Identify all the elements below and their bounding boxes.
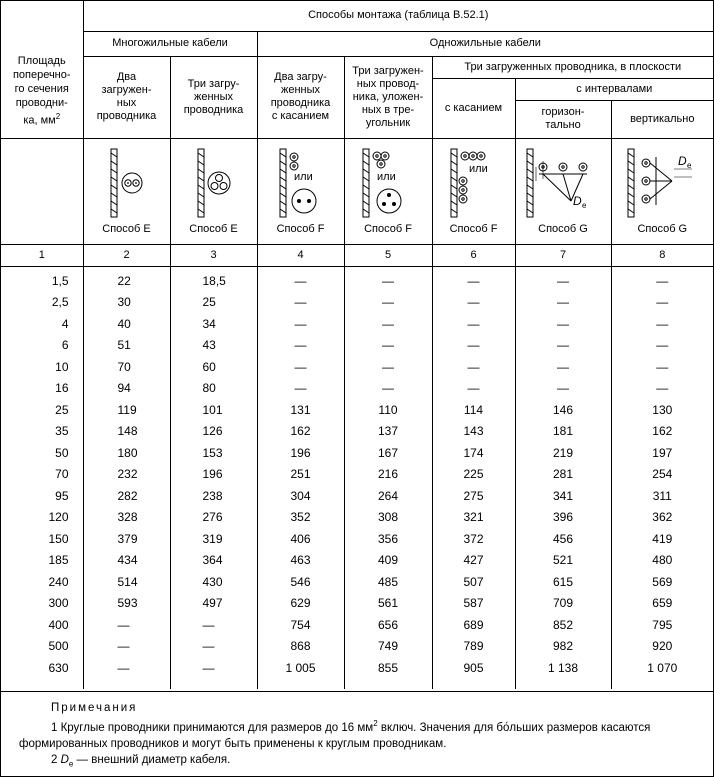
table-cell: 356 <box>377 531 399 546</box>
table-cell: 430 <box>202 574 223 589</box>
table-cell: — <box>294 359 307 374</box>
table-cell: 25 <box>202 295 216 309</box>
table-cell: 197 <box>652 445 673 460</box>
table-cell: — <box>557 381 569 395</box>
table-cell: 656 <box>377 617 399 632</box>
table-cell: 434 <box>117 553 138 567</box>
method-label: Способ F <box>276 222 325 235</box>
table-cell: 10 <box>55 359 69 374</box>
table-cell: 1 138 <box>547 660 579 675</box>
method-label: Способ G <box>538 222 588 235</box>
svg-text:e: e <box>687 160 692 170</box>
table-cell: 120 <box>48 510 69 524</box>
table-cell: — <box>382 359 394 374</box>
table-cell: 1 070 <box>647 660 678 675</box>
table-cell: — <box>294 295 307 309</box>
method-e-three-cell <box>170 138 257 244</box>
table-cell: 328 <box>117 510 138 524</box>
table-cell: 379 <box>117 531 138 546</box>
table-cell: — <box>467 273 480 288</box>
table-cell: 427 <box>463 553 484 567</box>
table-cell: 40 <box>117 316 131 331</box>
table-cell: 101 <box>202 402 223 417</box>
single-core-cables-header: Одножильные кабели <box>257 31 713 56</box>
table-cell: 216 <box>377 467 399 481</box>
table-cell: — <box>202 639 215 653</box>
table-cell: 276 <box>202 510 223 524</box>
table-cell: 689 <box>463 617 484 632</box>
de-label: D <box>678 153 687 168</box>
col-number: 7 <box>515 244 611 266</box>
table-cell: 281 <box>552 467 574 481</box>
table-cell: — <box>467 381 480 395</box>
table-cell: 282 <box>117 488 138 503</box>
table-cell: 30 <box>117 295 131 309</box>
table-cell: 507 <box>463 574 484 589</box>
table-cell: — <box>294 273 307 288</box>
table-cell: 70 <box>55 467 69 481</box>
table-cell: 500 <box>48 639 69 653</box>
table-cell: 852 <box>552 617 574 632</box>
table-cell: 855 <box>377 660 399 675</box>
ampacity-table <box>1 1 713 689</box>
table-cell: 25 <box>55 402 69 417</box>
table-cell: 593 <box>117 596 138 610</box>
table-cell: 1,5 <box>51 273 69 288</box>
table-cell: 251 <box>290 467 311 481</box>
note-1: 1 Круглые проводники принимаются для размеров до 16 $мм^2$ включ. Значения для бо́льших размеров касаются формированных проводников и могут быть применены к круглым проводникам. <box>19 719 651 750</box>
table-cell: 148 <box>117 424 138 438</box>
table-cell: 275 <box>463 488 484 503</box>
table-cell: 789 <box>463 639 484 653</box>
table-cell: 185 <box>48 553 69 567</box>
multicore-cables-header: Многожильные кабели <box>83 31 257 56</box>
table-cell: 569 <box>652 574 673 589</box>
table-cell: 514 <box>117 574 138 589</box>
table-cell: — <box>294 316 307 331</box>
table-cell: 2,5 <box>51 295 69 309</box>
table-cell: — <box>467 295 480 309</box>
col5-values <box>345 271 432 680</box>
method-label: Способ F <box>364 222 412 235</box>
note-2: 2 $D_e$ — внешний диаметр кабеля. <box>51 753 231 769</box>
table-cell: 905 <box>463 660 484 675</box>
table-cell: — <box>294 338 307 352</box>
table-cell: 146 <box>552 402 574 417</box>
table-cell: 196 <box>202 467 223 481</box>
table-cell: 629 <box>290 596 311 610</box>
table-cell: 126 <box>202 424 223 438</box>
table-cell: 406 <box>290 531 311 546</box>
table-cell: 238 <box>202 488 223 503</box>
table-cell: — <box>557 338 569 352</box>
table-cell: 167 <box>377 445 399 460</box>
installation-methods-header: Способы монтажа (таблица В.52.1) <box>83 1 713 31</box>
table-cell: 4 <box>61 316 69 331</box>
table-cell: 264 <box>377 488 399 503</box>
table-cell: — <box>382 338 394 352</box>
method-f-trefoil-cell <box>344 138 432 244</box>
table-cell: 51 <box>117 338 131 352</box>
svg-text:e: e <box>582 200 587 210</box>
method-f-flat-cell <box>432 138 515 244</box>
table-cell: 131 <box>290 402 311 417</box>
table-cell: — <box>382 295 394 309</box>
col-number: 8 <box>611 244 713 266</box>
table-cell: 409 <box>377 553 399 567</box>
table-cell: 419 <box>652 531 673 546</box>
two-core-cable-icon <box>97 147 157 219</box>
table-cell: — <box>467 338 480 352</box>
notes-block <box>1 691 713 777</box>
empty-pic-cell <box>1 138 83 244</box>
table-cell: — <box>557 273 569 288</box>
table-cell: 630 <box>48 660 69 675</box>
table-cell: 920 <box>652 639 673 653</box>
table-cell: 709 <box>552 596 574 610</box>
col4-header: Два загру- женных проводника с касанием <box>257 56 344 138</box>
table-cell: 982 <box>552 639 574 653</box>
table-cell: 181 <box>552 424 574 438</box>
table-cell: 400 <box>48 617 69 632</box>
table-cell: 615 <box>552 574 574 589</box>
table-cell: 174 <box>463 445 484 460</box>
table-cell: 6 <box>61 338 69 352</box>
table-cell: 70 <box>117 359 131 374</box>
table-cell: — <box>202 617 215 632</box>
table-cell: 18,5 <box>202 273 226 288</box>
table-cell: 795 <box>652 617 673 632</box>
method-e-two-cell <box>83 138 170 244</box>
table-cell: 497 <box>202 596 223 610</box>
col5-header: Три загружен- ных провод- ника, уложен- ных в тре- угольник <box>344 56 432 138</box>
table-cell: 659 <box>652 596 673 610</box>
method-label: Способ E <box>102 222 151 235</box>
method-label: Способ E <box>189 222 238 235</box>
table-cell: — <box>557 316 569 331</box>
table-cell: — <box>656 295 669 309</box>
table-cell: — <box>117 617 130 632</box>
flat-touching-cores-icon <box>439 147 509 219</box>
table-cell: 114 <box>463 402 484 417</box>
col-number: 2 <box>83 244 170 266</box>
table-cell: — <box>382 273 394 288</box>
col4-values <box>258 271 344 680</box>
table-cell: — <box>656 273 669 288</box>
table-cell: 137 <box>377 424 399 438</box>
col-number: 5 <box>344 244 432 266</box>
two-single-cores-icon <box>266 147 336 219</box>
col2-header: Два загружен- ных проводника <box>83 56 170 138</box>
row-header-cell: Площадь поперечно- го сечения проводни- ка, $мм^2$ <box>1 1 83 138</box>
table-cell: 60 <box>202 359 216 374</box>
table-cell: — <box>557 295 569 309</box>
spaced-horizontal-cores-icon <box>523 147 603 219</box>
or-label: или <box>377 170 396 183</box>
three-flat-header: Три загруженных проводника, в плоскости <box>432 56 713 78</box>
table-cell: 162 <box>652 424 673 438</box>
table-cell: — <box>117 639 130 653</box>
table-cell: 754 <box>290 617 311 632</box>
table-cell: — <box>202 660 215 675</box>
data-body <box>1 266 713 689</box>
table-cell: 110 <box>378 402 398 417</box>
three-core-cable-icon <box>184 147 244 219</box>
table-cell: 480 <box>652 553 673 567</box>
table-cell: — <box>117 660 130 675</box>
col8-values <box>612 271 714 680</box>
table-cell: 521 <box>552 553 574 567</box>
table-cell: 254 <box>652 467 673 481</box>
or-label: или <box>468 162 488 175</box>
table-cell: 240 <box>48 574 69 589</box>
col-number: 1 <box>1 244 83 266</box>
table-cell: 362 <box>652 510 673 524</box>
col7-header: горизон- тально <box>515 100 611 138</box>
with-intervals-header: с интервалами <box>515 78 713 100</box>
method-g-horizontal-cell <box>515 138 611 244</box>
table-cell: — <box>294 381 307 395</box>
or-label: или <box>293 170 313 183</box>
table-cell: 868 <box>290 639 311 653</box>
table-cell: 130 <box>652 402 673 417</box>
table-cell: 180 <box>117 445 138 460</box>
table-cell: 232 <box>117 467 138 481</box>
table-cell: 311 <box>652 488 672 503</box>
table-cell: 341 <box>552 488 574 503</box>
table-cell: — <box>382 316 394 331</box>
table-cell: 304 <box>290 488 311 503</box>
col-number: 3 <box>170 244 257 266</box>
col2-values <box>84 271 170 680</box>
table-cell: 321 <box>463 510 484 524</box>
de-label: D <box>573 193 582 208</box>
table-cell: 94 <box>117 381 131 395</box>
table-cell: — <box>656 316 669 331</box>
col3-values <box>171 271 257 680</box>
table-cell: 587 <box>463 596 484 610</box>
table-cell: 308 <box>377 510 399 524</box>
trefoil-cores-icon <box>353 147 423 219</box>
method-label: Способ G <box>637 222 688 235</box>
table-cell: 372 <box>463 531 484 546</box>
table-cell: — <box>656 359 669 374</box>
table-cell: 143 <box>463 424 484 438</box>
col6-header: с касанием <box>432 78 515 138</box>
col8-header: вертикально <box>611 100 713 138</box>
col-number: 6 <box>432 244 515 266</box>
cross-section-column <box>1 271 83 680</box>
col7-values <box>516 271 611 680</box>
table-cell: 1 005 <box>285 660 316 675</box>
table-cell: 456 <box>552 531 574 546</box>
table-cell: — <box>382 381 394 395</box>
table-cell: — <box>467 316 480 331</box>
method-label: Способ F <box>449 222 498 235</box>
table-cell: — <box>467 359 480 374</box>
col-number: 4 <box>257 244 344 266</box>
table-cell: 749 <box>377 639 399 653</box>
table-cell: 196 <box>290 445 311 460</box>
table-cell: 80 <box>202 381 216 395</box>
spaced-vertical-cores-icon <box>622 147 702 219</box>
table-cell: 219 <box>552 445 574 460</box>
method-g-vertical-cell <box>611 138 713 244</box>
notes-title: Примечания <box>51 702 138 714</box>
table-cell: 22 <box>117 273 131 288</box>
table-cell: — <box>557 359 569 374</box>
table-cell: 546 <box>290 574 311 589</box>
method-f-two-cell <box>257 138 344 244</box>
col6-values <box>433 271 515 680</box>
table-cell: 300 <box>48 596 69 610</box>
table-cell: — <box>656 381 669 395</box>
table-cell: 319 <box>202 531 223 546</box>
table-cell: 485 <box>377 574 399 589</box>
table-cell: — <box>656 338 669 352</box>
table-cell: 364 <box>202 553 223 567</box>
table-cell: 150 <box>48 531 69 546</box>
table-cell: 34 <box>202 316 216 331</box>
table-cell: 153 <box>202 445 223 460</box>
table-cell: 225 <box>463 467 484 481</box>
table-cell: 16 <box>55 381 69 395</box>
column-numbers-row <box>1 244 713 266</box>
table-cell: 119 <box>117 402 137 417</box>
table-cell: 35 <box>55 424 69 438</box>
table-cell: 95 <box>55 488 69 503</box>
table-cell: 396 <box>552 510 574 524</box>
table-cell: 352 <box>290 510 311 524</box>
table-cell: 43 <box>202 338 216 352</box>
table-cell: 561 <box>377 596 399 610</box>
col3-header: Три загру- женных проводника <box>170 56 257 138</box>
table-cell: 50 <box>55 445 69 460</box>
table-cell: 463 <box>290 553 311 567</box>
table-cell: 162 <box>290 424 311 438</box>
